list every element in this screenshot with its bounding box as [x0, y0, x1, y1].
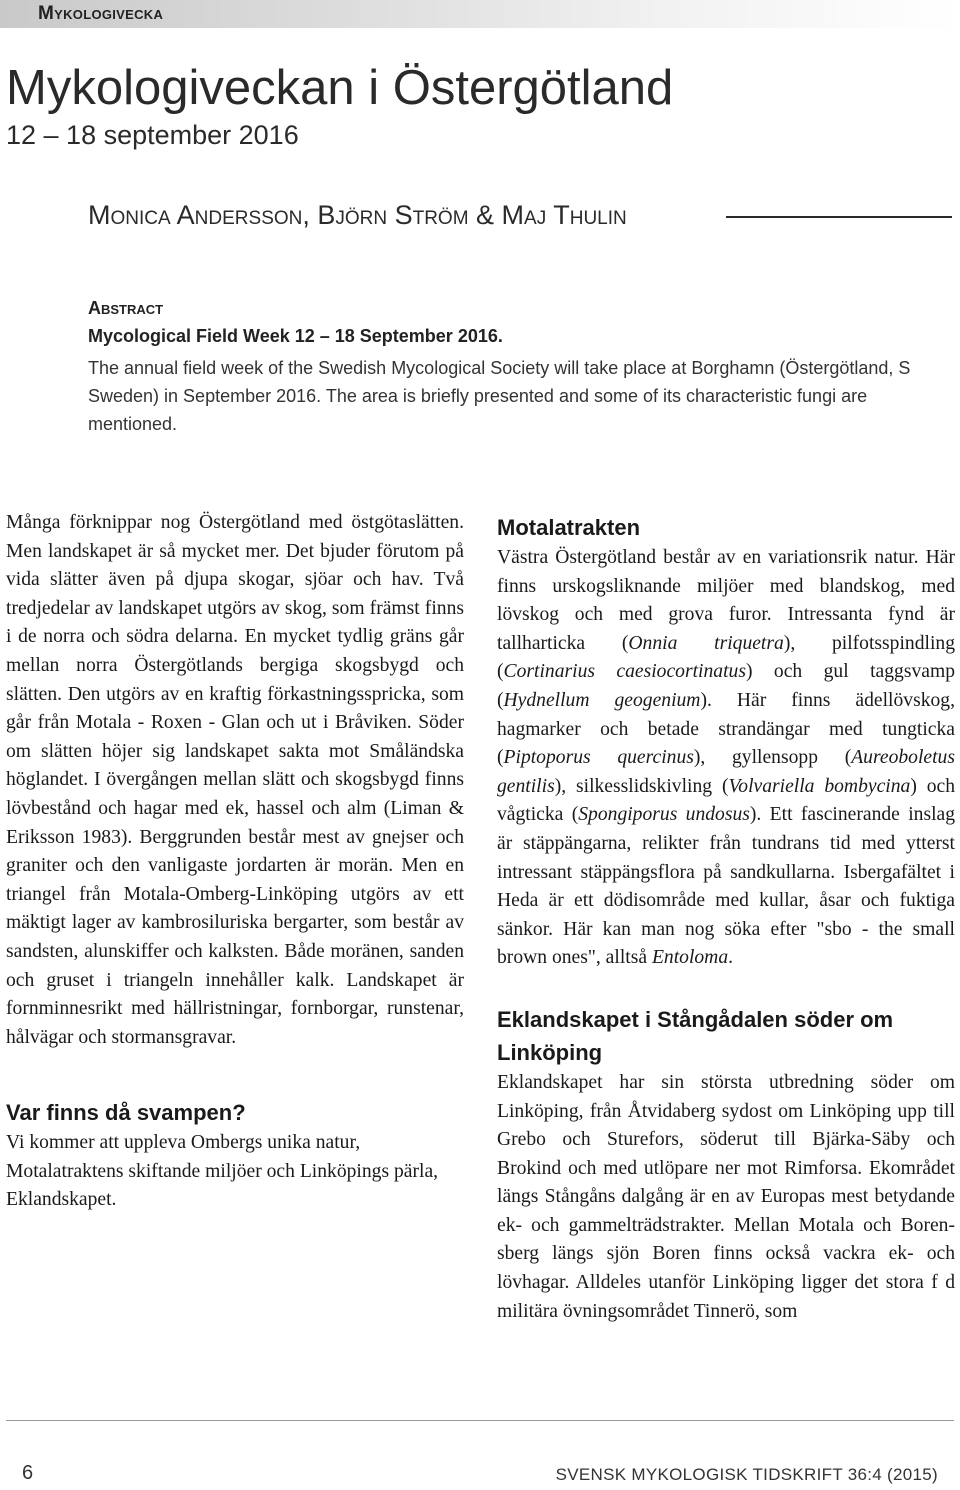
genus-name: Entoloma	[651, 947, 729, 969]
journal-reference: SVENSK MYKOLOGISK TIDSKRIFT 36:4 (2015)	[555, 1465, 938, 1484]
article-authors: Monica Andersson, Björn Ström & Maj Thulin	[88, 200, 627, 230]
page-number: 6	[22, 1462, 34, 1484]
text-run: ). Ett fascinerande inslag är stäppängarna, relikter från tundrans tid med ytterst intressant stäppängsflora på sandkullarna. Isbergafältet i Heda är ett dödisområde med kullar, åsar och fuktiga sänkor. Här kan man nog söka efter "sbo - the small brown ones", alltså	[497, 804, 956, 969]
text-run: .	[728, 947, 734, 969]
section-header-bar	[0, 0, 960, 28]
abstract-body: The annual field week of the Swedish Mycological Society will take place at Borghamn (Östergötland, S Sweden) in September 2016. The area is briefly presented and some of its characteristic fungi are mentioned.	[88, 358, 911, 434]
text-run: ) och gul taggsvamp (	[497, 661, 955, 711]
species-name: Spongiporus undosus	[578, 804, 750, 826]
abstract-heading: Abstract	[88, 298, 164, 318]
footer-divider	[6, 1420, 954, 1421]
species-name: Volvariella bombycina	[728, 775, 911, 797]
left-column	[6, 509, 464, 1215]
species-name: Onnia triquetra	[628, 632, 784, 654]
intro-paragraph: Många förknippar nog Östergötland med östgötaslätten. Men landskapet är så mycket mer. Det bjuder förutom på vida slätter även på djupa skogar, sjöar och hav. Två tredjedelar av landskapet utgörs av skog, som främst finns i de norra och södra delarna. En mycket tydlig gräns går mellan norra Östergötlands bergiga skogsbygd och slätten. Den utgörs av en kraftig förkastningsspricka, som går från Motala - Roxen - Glan och ut i Bråviken. Söder om slätten höjer sig landskapet sakta mot Småländska höglandet. I övergången mellan slätt och skogsbygd finns lövbestånd och hagar med ek, hassel och alm (Liman & Eriksson 1983). Berggrunden består mest av gnejser och graniter och den vanligaste jordarten är morän. Men en triangel från Motala-Omberg-Linköping utgörs av ett mäktigt lager av kambrosiluriska bergarter, som består av sandsten, alunskiffer och kalksten. Både moränen, sanden och gruset i triangeln innehåller kalk. Landskapet är fornminnesrikt med hällristningar, fornborgar, runstenar, hålvägar och stormansgravar.	[6, 512, 464, 1048]
eklandskapet-paragraph: Eklandskapet har sin största utbredning söder om Linköping, från Åtvidaberg sydost om Linköping upp till Grebo och Sturefors, söderut till Bjärka-Säby och Brokind och med utlöpare ner mot Rimforsa. Ekområdet längs Stångåns dalgång är en av Europas mest betydande ek- och gammelträdstrakter. Mellan Motala och Borensberg längs sjön Boren finns också vackra ek- och lövhagar. Alldeles utanför Linköping ligger det stora f d militära övningsområdet Tinnerö, som	[497, 1071, 955, 1322]
article-dates: 12 – 18 september 2016	[6, 120, 299, 150]
var-finns-paragraph: Vi kommer att uppleva Ombergs unika natur, Motalatraktens skiftande miljöer och Linköpings pärla, Eklandskapet.	[6, 1132, 439, 1211]
abstract-title: Mycological Field Week 12 – 18 September 2016.	[88, 326, 503, 346]
article-title: Mykologiveckan i Östergötland	[6, 61, 674, 115]
section-heading-var-finns: Var finns då svampen?	[6, 1100, 246, 1126]
text-run: Västra Östergötland består av en variationsrik natur. Här finns urskogsliknande miljöer med blandskog, med lövskog och med grova furor. Intressanta fynd är tallharticka (	[497, 547, 955, 654]
species-name: Cortinarius caesiocortinatus	[503, 661, 746, 683]
species-name: Piptoporus quercinus	[503, 747, 694, 769]
text-run: ), silkesslidskivling (	[554, 775, 729, 797]
text-run: ) och vågticka (	[497, 775, 955, 826]
text-run: ). Här finns ädellövskog, hagmarker och betade strandängar med tungticka (	[497, 689, 956, 769]
authors-divider	[726, 216, 952, 218]
motalatrakten-paragraph	[497, 544, 955, 973]
section-label: Mykologivecka	[38, 3, 164, 24]
species-name: Hydnellum geogenium	[503, 689, 701, 711]
right-column	[497, 511, 955, 1326]
species-name: Aureoboletus gentilis	[497, 747, 955, 797]
section-heading-eklandskapet: Eklandskapet i Stångådalen söder om Linköping	[497, 1006, 894, 1065]
text-run: ), pilfotsspindling (	[497, 632, 955, 683]
text-run: ), gyllensopp (	[693, 747, 852, 769]
section-heading-motalatrakten: Motalatrakten	[497, 515, 641, 540]
